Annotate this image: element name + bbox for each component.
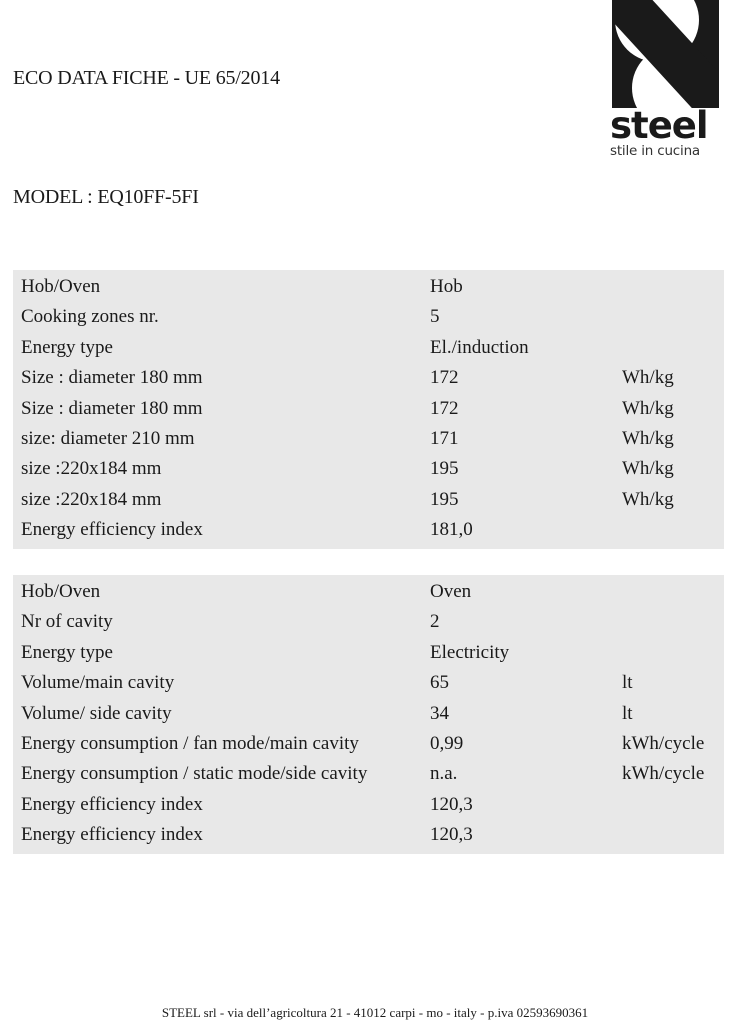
table-row (13, 790, 724, 820)
row-label: Size : diameter 180 mm (21, 397, 203, 419)
logo-tagline: stile in cucina (610, 143, 701, 159)
company-footer: STEEL srl - via dell’agricoltura 21 - 41012 carpi - mo - italy - p.iva 02593690361 (161, 1005, 589, 1020)
row-unit: Wh/kg (622, 428, 674, 450)
row-unit (613, 790, 724, 820)
table-row (13, 607, 724, 637)
row-unit: Wh/kg (622, 488, 674, 510)
row-label: Energy type (21, 336, 113, 358)
row-label: Energy consumption / fan mode/main cavity (21, 733, 359, 755)
row-label: Hob/Oven (21, 276, 101, 297)
row-label: Hob/Oven (21, 581, 101, 602)
row-label: size: diameter 210 mm (21, 428, 195, 450)
row-unit (613, 333, 724, 363)
row-label: Size : diameter 180 mm (21, 367, 203, 389)
row-value: 195 (430, 488, 459, 510)
row-label: Energy efficiency index (21, 824, 203, 846)
table-row (13, 515, 724, 545)
row-unit: kWh/cycle (622, 763, 705, 785)
row-unit (613, 820, 724, 850)
row-unit: Wh/kg (622, 367, 674, 389)
brand-logo (608, 0, 723, 165)
row-value: El./induction (430, 336, 529, 358)
row-label: Cooking zones nr. (21, 306, 159, 328)
table-row (13, 424, 724, 454)
oven-table (13, 575, 724, 854)
row-label: Energy efficiency index (21, 519, 203, 541)
row-label: size :220x184 mm (21, 458, 162, 480)
row-label: size :220x184 mm (21, 488, 162, 510)
row-unit (613, 272, 724, 302)
row-unit: lt (622, 702, 633, 724)
row-label: Energy type (21, 641, 113, 663)
row-value: 0,99 (430, 733, 464, 755)
table-row (13, 363, 724, 393)
table-row (13, 668, 724, 698)
table-row (13, 272, 724, 302)
row-value: 171 (430, 428, 459, 450)
row-unit: Wh/kg (622, 458, 674, 480)
row-unit (613, 577, 724, 607)
row-value: 181,0 (430, 519, 473, 541)
row-value: 2 (430, 611, 440, 633)
table-row (13, 485, 724, 515)
row-unit (613, 638, 724, 668)
row-unit: lt (622, 672, 633, 694)
row-value: 34 (430, 702, 449, 724)
table-row (13, 759, 724, 789)
row-value: 120,3 (430, 824, 473, 846)
row-value: 65 (430, 672, 449, 694)
document-title: ECO DATA FICHE - UE 65/2014 (13, 67, 280, 89)
row-value: Oven (430, 581, 472, 602)
row-unit: Wh/kg (622, 397, 674, 419)
row-label: Energy consumption / static mode/side cavity (21, 763, 368, 785)
row-unit: kWh/cycle (622, 733, 705, 755)
row-value: 195 (430, 458, 459, 480)
hob-table (13, 270, 724, 549)
row-unit (613, 515, 724, 545)
table-row (13, 394, 724, 424)
row-unit (613, 607, 724, 637)
table-row (13, 638, 724, 668)
logo-wordmark: steel (610, 104, 708, 147)
row-label: Volume/main cavity (21, 672, 175, 694)
row-label: Nr of cavity (21, 611, 113, 633)
table-row (13, 820, 724, 850)
row-value: 172 (430, 367, 459, 389)
row-value: 120,3 (430, 793, 473, 815)
steel-s-logo-icon (612, 0, 719, 108)
row-value: 172 (430, 397, 459, 419)
row-value: Hob (430, 276, 463, 297)
table-row (13, 729, 724, 759)
table-row (13, 699, 724, 729)
row-value: Electricity (430, 641, 510, 663)
row-label: Energy efficiency index (21, 793, 203, 815)
model-label: MODEL : EQ10FF-5FI (13, 186, 199, 208)
row-value: n.a. (430, 763, 458, 785)
row-unit (613, 302, 724, 332)
row-label: Volume/ side cavity (21, 702, 172, 724)
row-value: 5 (430, 306, 440, 328)
table-row (13, 577, 724, 607)
table-row (13, 454, 724, 484)
table-row (13, 333, 724, 363)
table-row (13, 302, 724, 332)
